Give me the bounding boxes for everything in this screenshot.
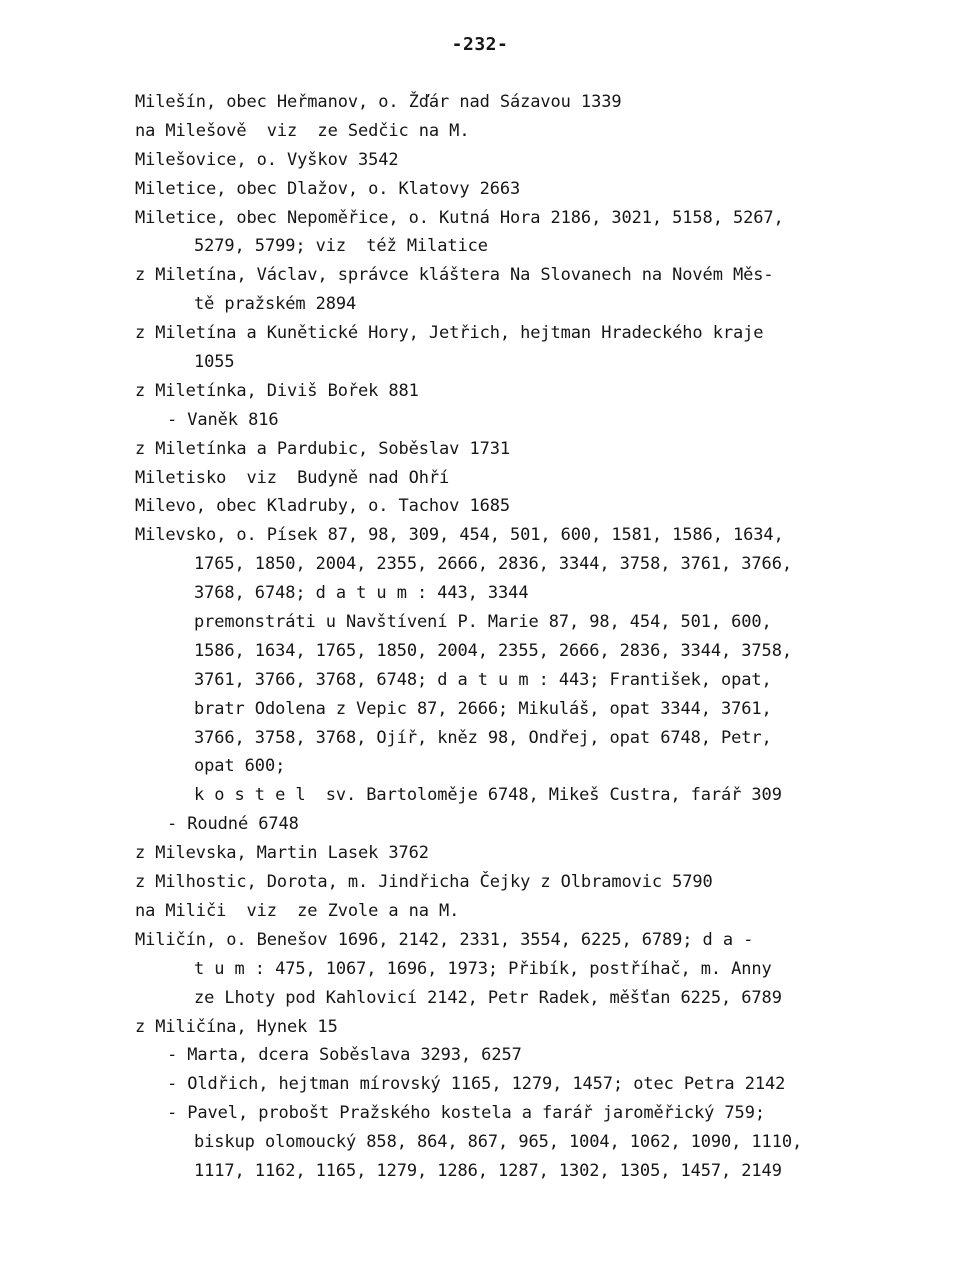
index-continuation-line: k o s t e l sv. Bartoloměje 6748, Mikeš Custra, farář 309 [194, 785, 782, 806]
index-entry-line: z Miletína a Kunětické Hory, Jetřich, hejtman Hradeckého kraje [135, 323, 764, 344]
index-continuation-line: ze Lhoty pod Kahlovicí 2142, Petr Radek, měšťan 6225, 6789 [194, 987, 782, 1008]
index-entry-line: Milevsko, o. Písek 87, 98, 309, 454, 501, 600, 1581, 1586, 1634, [135, 525, 784, 546]
index-entry-line: z Miletínka, Diviš Bořek 881 [135, 380, 419, 401]
index-continuation-line: 1117, 1162, 1165, 1279, 1286, 1287, 1302, 1305, 1457, 2149 [194, 1160, 782, 1181]
index-entry-line: z Miletína, Václav, správce kláštera Na Slovanech na Novém Měs- [135, 265, 774, 286]
index-entry-line: z Milhostic, Dorota, m. Jindřicha Čejky z Olbramovic 5790 [135, 872, 713, 893]
index-continuation-line: biskup olomoucký 858, 864, 867, 965, 1004, 1062, 1090, 1110, [194, 1132, 803, 1153]
index-continuation-line: - Pavel, probošt Pražského kostela a farář jaroměřický 759; [167, 1103, 765, 1124]
index-entry-line: na Milešově viz ze Sedčic na M. [135, 120, 470, 141]
index-entry-line: z Miletínka a Pardubic, Soběslav 1731 [135, 438, 510, 459]
index-continuation-line: 5279, 5799; viz též Milatice [194, 236, 488, 257]
index-continuation-line: - Roudné 6748 [167, 814, 299, 835]
index-continuation-line: - Oldřich, hejtman mírovský 1165, 1279, 1457; otec Petra 2142 [167, 1074, 786, 1095]
index-continuation-line: 1055 [194, 352, 235, 373]
index-entry-line: z Miličína, Hynek 15 [135, 1016, 338, 1037]
index-entries [135, 88, 925, 1186]
page-number: -232- [451, 34, 509, 55]
index-continuation-line: 1765, 1850, 2004, 2355, 2666, 2836, 3344, 3758, 3761, 3766, [194, 554, 792, 575]
index-entry-line: Miletisko viz Budyně nad Ohří [135, 467, 450, 488]
index-entry-line: na Miliči viz ze Zvole a na M. [135, 900, 460, 921]
index-continuation-line: bratr Odolena z Vepic 87, 2666; Mikuláš, opat 3344, 3761, [194, 698, 772, 719]
index-entry-line: Milevo, obec Kladruby, o. Tachov 1685 [135, 496, 510, 517]
index-continuation-line: t u m : 475, 1067, 1696, 1973; Přibík, postříhač, m. Anny [194, 958, 772, 979]
index-continuation-line: tě pražském 2894 [194, 294, 357, 315]
index-continuation-line: 3761, 3766, 3768, 6748; d a t u m : 443; František, opat, [194, 669, 772, 690]
index-continuation-line: - Marta, dcera Soběslava 3293, 6257 [167, 1045, 522, 1066]
index-entry-line: Miletice, obec Dlažov, o. Klatovy 2663 [135, 178, 521, 199]
index-entry-line: Miletice, obec Nepoměřice, o. Kutná Hora 2186, 3021, 5158, 5267, [135, 207, 784, 228]
index-entry-line: Miličín, o. Benešov 1696, 2142, 2331, 3554, 6225, 6789; d a - [135, 929, 754, 950]
index-entry-line: Milešovice, o. Vyškov 3542 [135, 149, 399, 170]
index-continuation-line: 3766, 3758, 3768, Ojíř, kněz 98, Ondřej, opat 6748, Petr, [194, 727, 772, 748]
index-continuation-line: premonstráti u Navštívení P. Marie 87, 98, 454, 501, 600, [194, 612, 772, 633]
index-continuation-line: 3768, 6748; d a t u m : 443, 3344 [194, 583, 529, 604]
index-entry-line: Milešín, obec Heřmanov, o. Žďár nad Sázavou 1339 [135, 92, 622, 112]
index-continuation-line: opat 600; [194, 756, 286, 777]
index-entry-line: z Milevska, Martin Lasek 3762 [135, 843, 429, 864]
index-continuation-line: 1586, 1634, 1765, 1850, 2004, 2355, 2666, 2836, 3344, 3758, [194, 640, 792, 661]
index-continuation-line: - Vaněk 816 [167, 409, 279, 430]
